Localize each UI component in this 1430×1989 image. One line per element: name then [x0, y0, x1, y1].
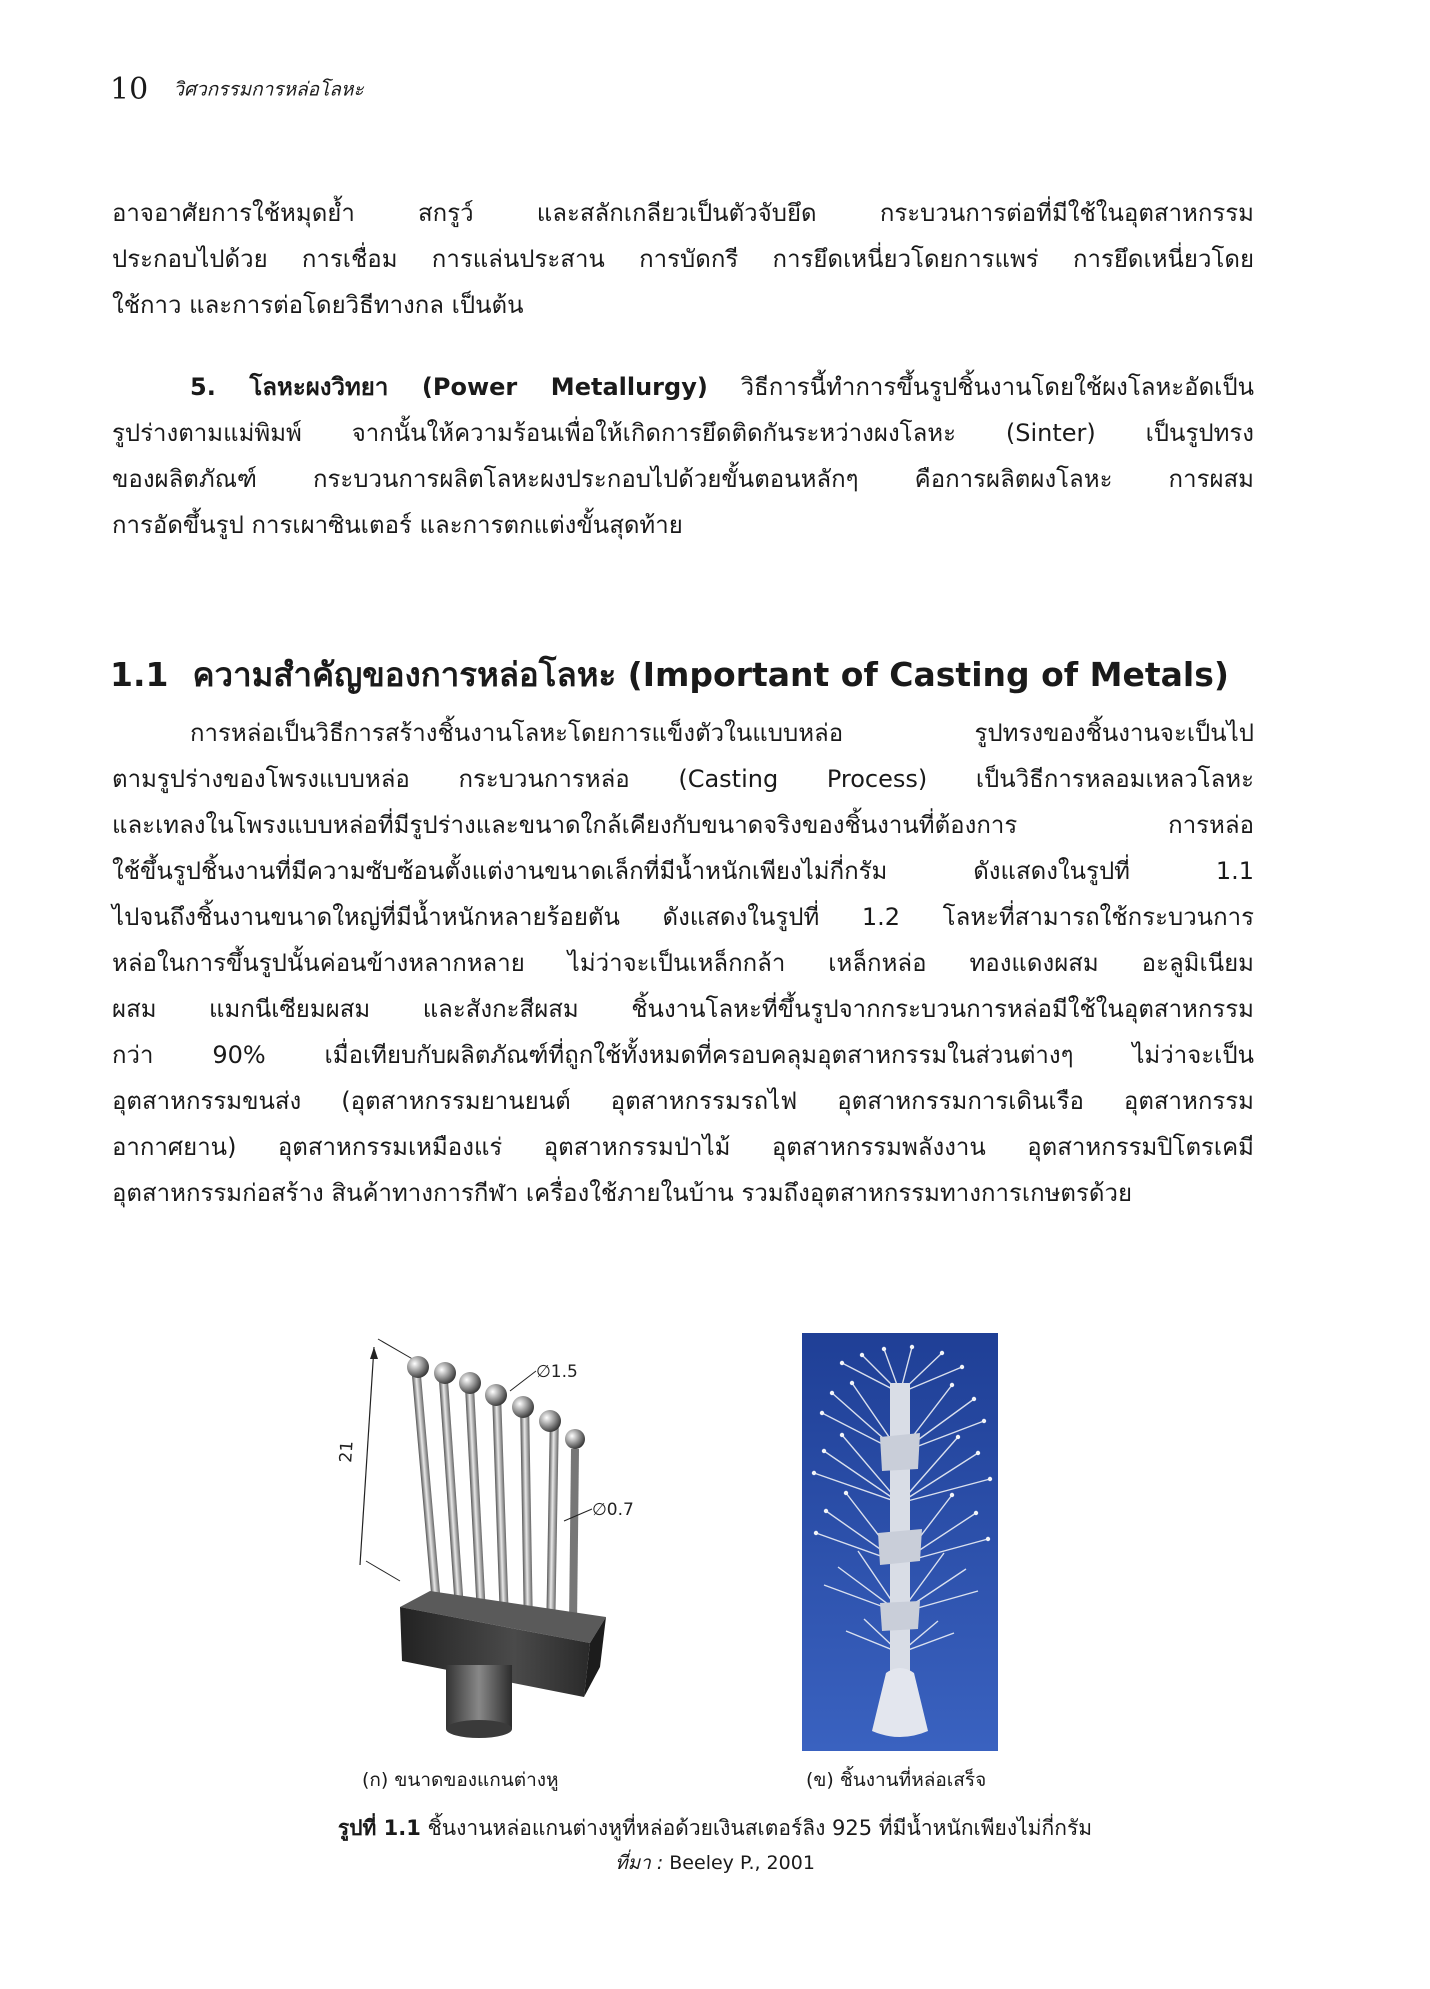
paragraph-powder-metallurgy	[112, 364, 1254, 548]
figure-caption	[0, 1812, 1430, 1845]
rod-diameter-label: ∅0.7	[592, 1500, 634, 1520]
text-line: และเทลงในโพรงแบบหล่อที่มีรูปร่างและขนาดใกล้เคียงกับขนาดจริงของชิ้นงานที่ต้องการ การหล่อ	[112, 811, 1254, 839]
figure-caption-label: รูปที่ 1.1	[337, 1816, 421, 1840]
text-line: ใช้ขึ้นรูปชิ้นงานที่มีความซับซ้อนตั้งแต่งานขนาดเล็กที่มีน้ำหนักเพียงไม่กี่กรัม ดังแสดงในรูปที่ 1.1	[112, 857, 1254, 885]
text-line: กว่า 90% เมื่อเทียบกับผลิตภัณฑ์ที่ถูกใช้ทั้งหมดที่ครอบคลุมอุตสาหกรรมในส่วนต่างๆ ไม่ว่าจะเป็น	[112, 1041, 1254, 1069]
length-label: 21	[336, 1440, 358, 1464]
text-line: อุตสาหกรรมขนส่ง (อุตสาหกรรมยานยนต์ อุตสาหกรรมรถไฟ อุตสาหกรรมการเดินเรือ อุตสาหกรรม	[112, 1087, 1254, 1115]
text-line: หล่อในการขึ้นรูปนั้นค่อนข้างหลากหลาย ไม่ว่าจะเป็นเหล็กกล้า เหล็กหล่อ ทองแดงผสม อะลูมิเนียม	[112, 949, 1254, 977]
paragraph-joining	[112, 190, 1254, 328]
figure-source	[0, 1848, 1430, 1878]
topic-term: 5. โลหะผงวิทยา (Power Metallurgy)	[190, 373, 708, 401]
running-title: วิศวกรรมการหล่อโลหะ	[173, 78, 364, 101]
text-line: ประกอบไปด้วย การเชื่อม การแล่นประสาน การบัดกรี การยึดเหนี่ยวโดยการแพร่ การยึดเหนี่ยวโดย	[112, 245, 1254, 273]
text-line: ผสม แมกนีเซียมผสม และสังกะสีผสม ชิ้นงานโลหะที่ขึ้นรูปจากกระบวนการหล่อมีใช้ในอุตสาหกรรม	[112, 995, 1254, 1023]
section-heading	[110, 648, 1258, 701]
length-dimension	[360, 1339, 416, 1581]
subcaption-a: (ก) ขนาดของแกนต่างหู	[362, 1769, 559, 1791]
page-header	[110, 72, 364, 107]
text-line: ของผลิตภัณฑ์ กระบวนการผลิตโลหะผงประกอบไปด้วยขั้นตอนหลักๆ คือการผลิตผงโลหะ การผสม	[112, 465, 1254, 493]
text-line: อุตสาหกรรมก่อสร้าง สินค้าทางการกีฬา เครื่องใช้ภายในบ้าน รวมถึงอุตสาหกรรมทางการเกษตรด้วย	[112, 1179, 1133, 1207]
text-line: ไปจนถึงชิ้นงานขนาดใหญ่ที่มีน้ำหนักหลายร้อยตัน ดังแสดงในรูปที่ 1.2 โลหะที่สามารถใช้กระบวนการ	[112, 903, 1254, 931]
text-line: อากาศยาน) อุตสาหกรรมเหมืองแร่ อุตสาหกรรมป่าไม้ อุตสาหกรรมพลังงาน อุตสาหกรรมปิโตรเคมี	[112, 1133, 1254, 1161]
figure-source-text: Beeley P., 2001	[663, 1852, 815, 1874]
section-number: 1.1	[110, 655, 169, 694]
ball-diameter-label: ∅1.5	[536, 1362, 578, 1382]
text-line: อาจอาศัยการใช้หมุดย้ำ สกรูว์ และสลักเกลียวเป็นตัวจับยึด กระบวนการต่อที่มีใช้ในอุตสาหกรรม	[112, 199, 1254, 227]
text-line	[112, 364, 1254, 410]
rods	[412, 1370, 559, 1625]
text-line: รูปร่างตามแม่พิมพ์ จากนั้นให้ความร้อนเพื่อให้เกิดการยึดติดกันระหว่างผงโลหะ (Sinter) เป็นรูปทรง	[112, 419, 1254, 447]
section-title: ความสำคัญของการหล่อโลหะ (Important of Casting of Metals)	[192, 655, 1229, 694]
paragraph-casting-importance	[112, 710, 1254, 1216]
cast-tree-photo	[802, 1333, 998, 1751]
earring-sprue-drawing	[336, 1325, 690, 1745]
text-line: ใช้กาว และการต่อโดยวิธีทางกล เป็นต้น	[112, 291, 524, 319]
topic-description: วิธีการนี้ทำการขึ้นรูปชิ้นงานโดยใช้ผงโลหะอัดเป็น	[707, 373, 1255, 401]
text-line: ตามรูปร่างของโพรงแบบหล่อ กระบวนการหล่อ (Casting Process) เป็นวิธีการหลอมเหลวโลหะ	[112, 765, 1254, 793]
figure-caption-text: ชิ้นงานหล่อแกนต่างหูที่หล่อด้วยเงินสเตอร์ลิง 925 ที่มีน้ำหนักเพียงไม่กี่กรัม	[420, 1816, 1093, 1840]
page-number: 10	[110, 72, 149, 107]
text-line: การอัดขึ้นรูป การเผาซินเตอร์ และการตกแต่งขั้นสุดท้าย	[112, 511, 683, 539]
sprue-stem	[446, 1665, 512, 1738]
subcaption-b: (ข) ชิ้นงานที่หล่อเสร็จ	[806, 1769, 987, 1791]
text-line: การหล่อเป็นวิธีการสร้างชิ้นงานโลหะโดยการแข็งตัวในแบบหล่อ รูปทรงของชิ้นงานจะเป็นไป	[190, 719, 1254, 747]
figure-source-label: ที่มา :	[615, 1852, 664, 1874]
